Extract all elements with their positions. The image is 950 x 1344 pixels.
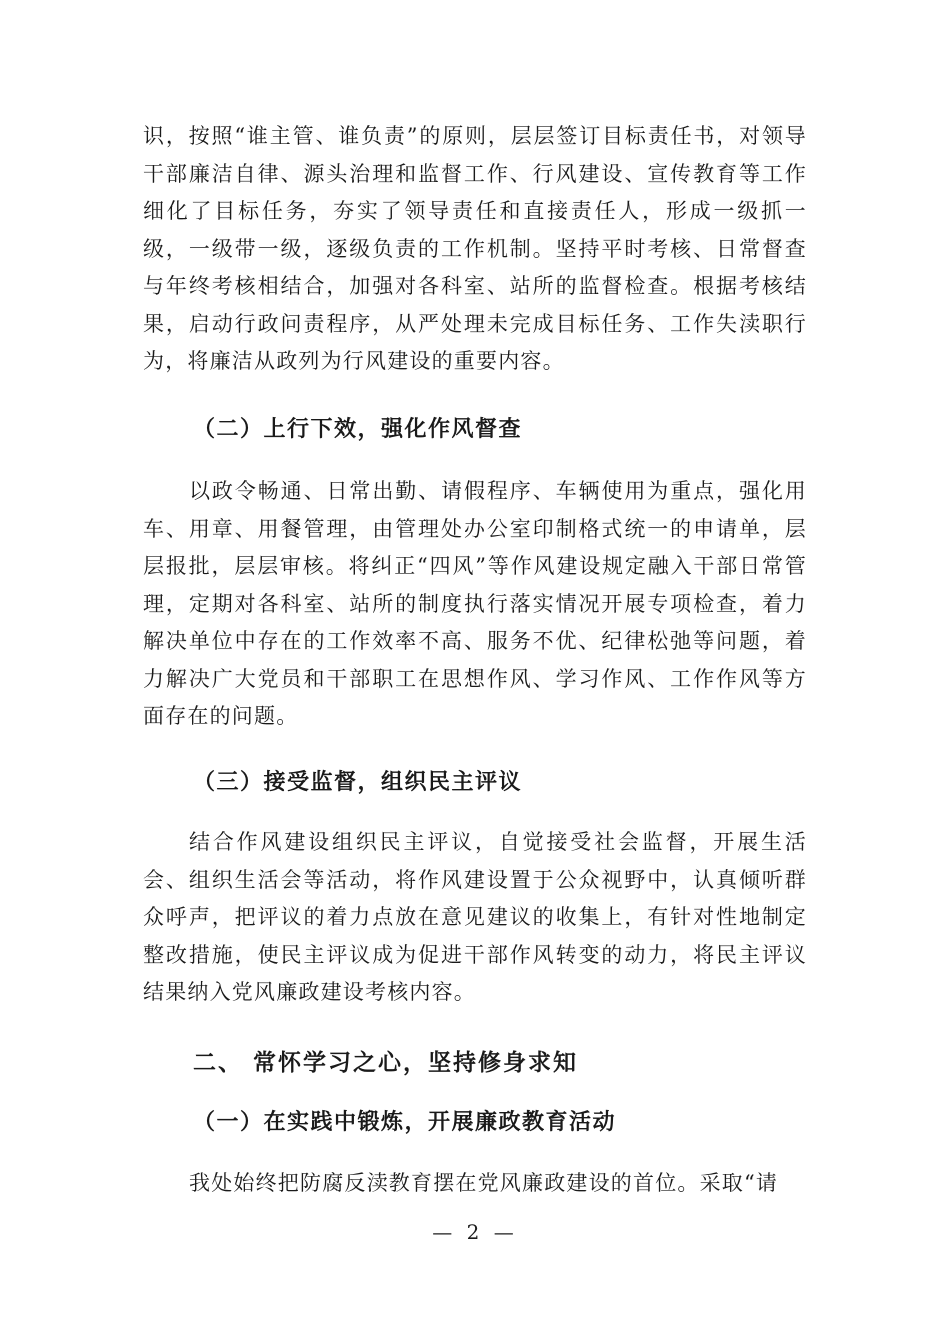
page-number: — 2 —: [432, 1220, 518, 1244]
heading-integrity-education: （一）在实践中锻炼，开展廉政教育活动: [193, 1110, 617, 1135]
heading-democratic-review: （三）接受监督，组织民主评议: [193, 770, 523, 795]
paragraph-democratic-review: 结合作风建设组织民主评议，自觉接受社会监督，开展生活会、组织生活会等活动，将作风建设置于公众视野中，认真倾听群众呼声，把评议的着力点放在意见建议的收集上，有针对性地制定整改措施，使民主评议成为促进干部作风转变的动力，将民主评议结果纳入党风廉政建设考核内容。: [143, 830, 807, 1004]
paragraph-style-supervision: 以政令畅通、日常出勤、请假程序、车辆使用为重点，强化用车、用章、用餐管理，由管理处办公室印制格式统一的申请单，层层报批，层层审核。将纠正“四风”等作风建设规定融入干部日常管理，定期对各科室、站所的制度执行落实情况开展专项检查，着力解决单位中存在的工作效率不高、服务不优、纪律松弛等问题，着力解决广大党员和干部职工在思想作风、学习作风、工作作风等方面存在的问题。: [143, 479, 807, 728]
paragraph-anti-corruption-education: 我处始终把防腐反渎教育摆在党风廉政建设的首位。采取“请: [189, 1171, 779, 1195]
section-heading-learning: 二、 常怀学习之心，坚持修身求知: [193, 1050, 579, 1076]
heading-strengthen-style-supervision: （二）上行下效，强化作风督查: [193, 417, 523, 442]
paragraph-target-responsibility: 识，按照“谁主管、谁负责”的原则，层层签订目标责任书，对领导干部廉洁自律、源头治理和监督工作、行风建设、宣传教育等工作细化了目标任务，夯实了领导责任和直接责任人，形成一级抓一级，一级带一级，逐级负责的工作机制。坚持平时考核、日常督查与年终考核相结合，加强对各科室、站所的监督检查。根据考核结果，启动行政问责程序，从严处理未完成目标任务、工作失渎职行为，将廉洁从政列为行风建设的重要内容。: [143, 124, 807, 373]
